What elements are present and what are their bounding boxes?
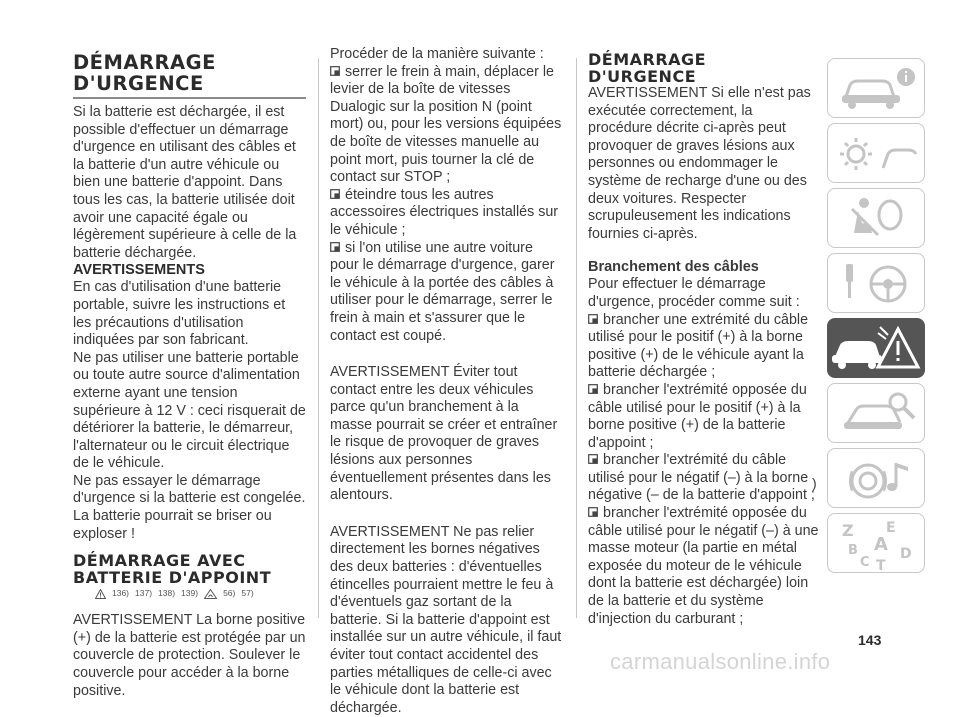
- procedure-step: brancher l'extrémité opposée du câble utilisé pour le positif (+) à la borne positive (+) de la batterie d'appoint ;: [588, 381, 807, 451]
- warning-paragraph: AVERTISSEMENT Éviter tout contact entre les deux véhicules parce qu'un branchement à la masse pourrait se créer et entraîner le risque de provoquer de graves lésions aux personnes éventuellement présentes dans les alentours.: [330, 364, 558, 504]
- tab-multimedia[interactable]: [827, 448, 925, 508]
- tab-maintenance-care[interactable]: [827, 383, 925, 443]
- index-letter: A: [874, 534, 888, 555]
- procedure-step: serrer le frein à main, déplacer le levier de la boîte de vitesses Dualogic sur la position N (point mort) ou, pour les versions équipées de boîte de vitesses manuelle au point mort, puis tourner la clé de contact sur STOP ;: [330, 63, 562, 186]
- warning-references: [95, 588, 306, 600]
- emergency-car-icon: [828, 319, 923, 376]
- chapter-tabs: [827, 58, 925, 578]
- procedure-intro: Procéder de la manière suivante :: [330, 46, 544, 62]
- tab-safety-airbag[interactable]: [827, 188, 925, 248]
- ref-number: 139): [181, 588, 199, 599]
- bullet-icon: [330, 189, 340, 199]
- warning-paragraph: AVERTISSEMENT La borne positive (+) de la batterie est protégée par un couvercle de protection. Soulever le couvercle pour accéder à la borne positive.: [73, 612, 306, 699]
- column-2: [330, 46, 563, 717]
- ref-number: 136): [112, 588, 130, 599]
- index-letter: T: [876, 558, 886, 571]
- maintenance-icon: [828, 384, 923, 441]
- bullet-icon: [588, 314, 598, 324]
- warnings-heading: AVERTISSEMENTS: [73, 262, 205, 279]
- procedure-step: brancher l'extrémité opposée du câble utilisé pour le négatif (–) à une masse moteur (la partie en métal exposée du moteur de le véhicule dont la batterie est déchargée) loin de la batterie et du système d'injection du carburant ;: [588, 505, 819, 627]
- column-divider: [318, 58, 319, 618]
- index-letter: E: [886, 520, 896, 536]
- bullet-icon: [330, 66, 340, 76]
- tab-dashboard-info[interactable]: [827, 58, 925, 118]
- procedure-step: brancher l'extrémité du câble utilisé pour le négatif (–) à la borne négative (– de la batterie d'appoint ;: [588, 452, 815, 504]
- warning-paragraph: En cas d'utilisation d'une batterie portable, suivre les instructions et les précautions d'utilisation indiquées par son fabricant.: [73, 279, 286, 349]
- warning-paragraph: Ne pas essayer le démarrage d'urgence si la batterie est congelée. La batterie pourrait se briser ou exploser !: [73, 472, 306, 542]
- title-line: DÉMARRAGE: [73, 51, 216, 74]
- index-letters-icon: [828, 514, 923, 571]
- watermark: carmanualsonline.info: [610, 649, 831, 674]
- column-3: [588, 52, 820, 628]
- bullet-icon: [588, 384, 598, 394]
- ref-number: 56): [223, 588, 236, 599]
- car-info-icon: [828, 59, 923, 116]
- ref-number: 138): [158, 588, 176, 599]
- index-letter: D: [900, 546, 912, 562]
- section-title: [588, 52, 820, 85]
- title-line: DÉMARRAGE: [588, 50, 707, 69]
- ref-number: 57): [241, 588, 254, 599]
- caution-hand-icon: [204, 589, 217, 599]
- intro-paragraph: Si la batterie est déchargée, il est possible d'effectuer un démarrage d'urgence en utilisant des câbles et la batterie d'un autre véhicule ou bien une batterie d'appoint. Dans tous les cas, la batterie utilisée doit avoir une capacité égale ou légèrement supérieure à celle de la batterie déchargée.: [73, 104, 297, 261]
- procedure-step: éteindre tous les autres accessoires électriques installés sur le véhicule ;: [330, 186, 559, 238]
- title-line: D'URGENCE: [73, 72, 204, 95]
- index-letter: C: [860, 555, 870, 570]
- lights-icon: [828, 124, 923, 181]
- index-letter: B: [848, 543, 858, 558]
- steering-wheel-icon: [828, 254, 923, 311]
- ref-number: 137): [135, 588, 153, 599]
- title-rule: [73, 97, 306, 99]
- title-line: DÉMARRAGE AVEC: [73, 551, 246, 571]
- section-title: [73, 52, 306, 94]
- section-title: [73, 553, 306, 586]
- bullet-icon: [588, 507, 598, 517]
- bullet-icon: [588, 454, 598, 464]
- warning-paragraph: AVERTISSEMENT Ne pas relier directement les bornes négatives des deux batteries : d'éventuelles étincelles pourraient mettre le feu à d'éventuels gaz sortant de la batterie. Si la batterie d'appoint est installée sur un autre véhicule, il faut éviter tout contact accidentel des parties métalliques de celle-ci avec le véhicule dont la batterie est déchargée.: [330, 523, 562, 716]
- tab-index[interactable]: [827, 513, 925, 573]
- warning-paragraph: AVERTISSEMENT Si elle n'est pas exécutée correctement, la procédure décrite ci-après peut provoquer de graves lésions aux personnes ou endommager le système de recharge d'une ou des deux voitures. Respecter scrupuleusement les indications fournies ci-après.: [588, 85, 811, 242]
- column-1: [73, 52, 306, 700]
- subheading: Branchement des câbles: [588, 259, 759, 276]
- stray-parenthesis: ): [812, 475, 817, 491]
- warning-paragraph: Ne pas utiliser une batterie portable ou toute autre source d'alimentation externe ayant une tension supérieure à 12 V : ceci risquerait de détériorer la batterie, le démarreur, l'alternateur ou le circuit électrique de le véhicule.: [73, 349, 306, 472]
- tab-emergency[interactable]: [827, 318, 925, 378]
- multimedia-icon: [828, 449, 923, 506]
- title-line: BATTERIE D'APPOINT: [73, 567, 272, 587]
- index-letter: Z: [842, 521, 854, 540]
- bullet-icon: [330, 242, 340, 252]
- warning-triangle-icon: [95, 589, 106, 599]
- column-divider: [576, 58, 577, 618]
- procedure-step: brancher une extrémité du câble utilisé pour le positif (+) à la borne positive (+) de le véhicule ayant la batterie déchargée ;: [588, 311, 809, 381]
- tab-lights-controls[interactable]: [827, 123, 925, 183]
- airbag-icon: [828, 189, 923, 246]
- page-number: 143: [858, 632, 882, 648]
- sub-intro: Pour effectuer le démarrage d'urgence, procéder comme suit :: [588, 276, 800, 310]
- title-line: D'URGENCE: [588, 66, 697, 86]
- tab-starting-driving[interactable]: [827, 253, 925, 313]
- procedure-step: si l'on utilise une autre voiture pour le démarrage d'urgence, garer le véhicule à la portée des câbles à utiliser pour le démarrage, serrer le frein à main et s'assurer que le contact est coupé.: [330, 239, 555, 344]
